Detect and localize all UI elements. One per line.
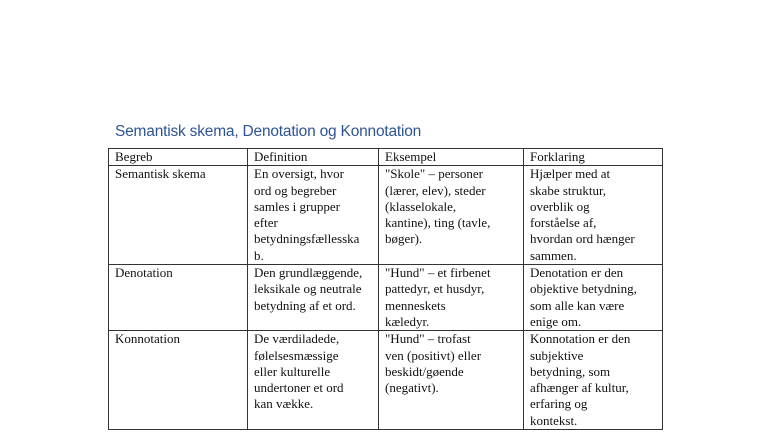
table-cell: Konnotation (109, 331, 248, 430)
table-cell: "Hund" – trofast ven (positivt) eller beskidt/gøende (negativt). (379, 331, 524, 430)
header-cell-begreb: Begreb (109, 149, 248, 166)
table-cell: "Hund" – et firbenet pattedyr, et husdyr, menneskets kæledyr. (379, 265, 524, 331)
header-cell-definition: Definition (248, 149, 379, 166)
table-cell: Semantisk skema (109, 166, 248, 265)
table-cell: Denotation (109, 265, 248, 331)
semantics-table (108, 148, 663, 430)
slide-title: Semantisk skema, Denotation og Konnotation (115, 123, 422, 140)
table-cell: Konnotation er den subjektive betydning, som afhænger af kultur, erfaring og kontekst. (524, 331, 663, 430)
table-cell: Hjælper med at skabe struktur, overblik og forståelse af, hvordan ord hænger sammen. (524, 166, 663, 265)
table-cell: "Skole" – personer (lærer, elev), steder (klasselokale, kantine), ting (tavle, bøger). (379, 166, 524, 265)
table-cell: Denotation er den objektive betydning, som alle kan være enige om. (524, 265, 663, 331)
table-row (109, 265, 663, 331)
table-row (109, 166, 663, 265)
table-cell: Den grundlæggende, leksikale og neutrale betydning af et ord. (248, 265, 379, 331)
table-row (109, 331, 663, 430)
table-header-row (109, 149, 663, 166)
header-cell-forklaring: Forklaring (524, 149, 663, 166)
table-cell: En oversigt, hvor ord og begreber samles i grupper efter betydningsfællesska b. (248, 166, 379, 265)
table-cell: De værdiladede, følelsesmæssige eller kulturelle undertoner et ord kan vække. (248, 331, 379, 430)
header-cell-eksempel: Eksempel (379, 149, 524, 166)
